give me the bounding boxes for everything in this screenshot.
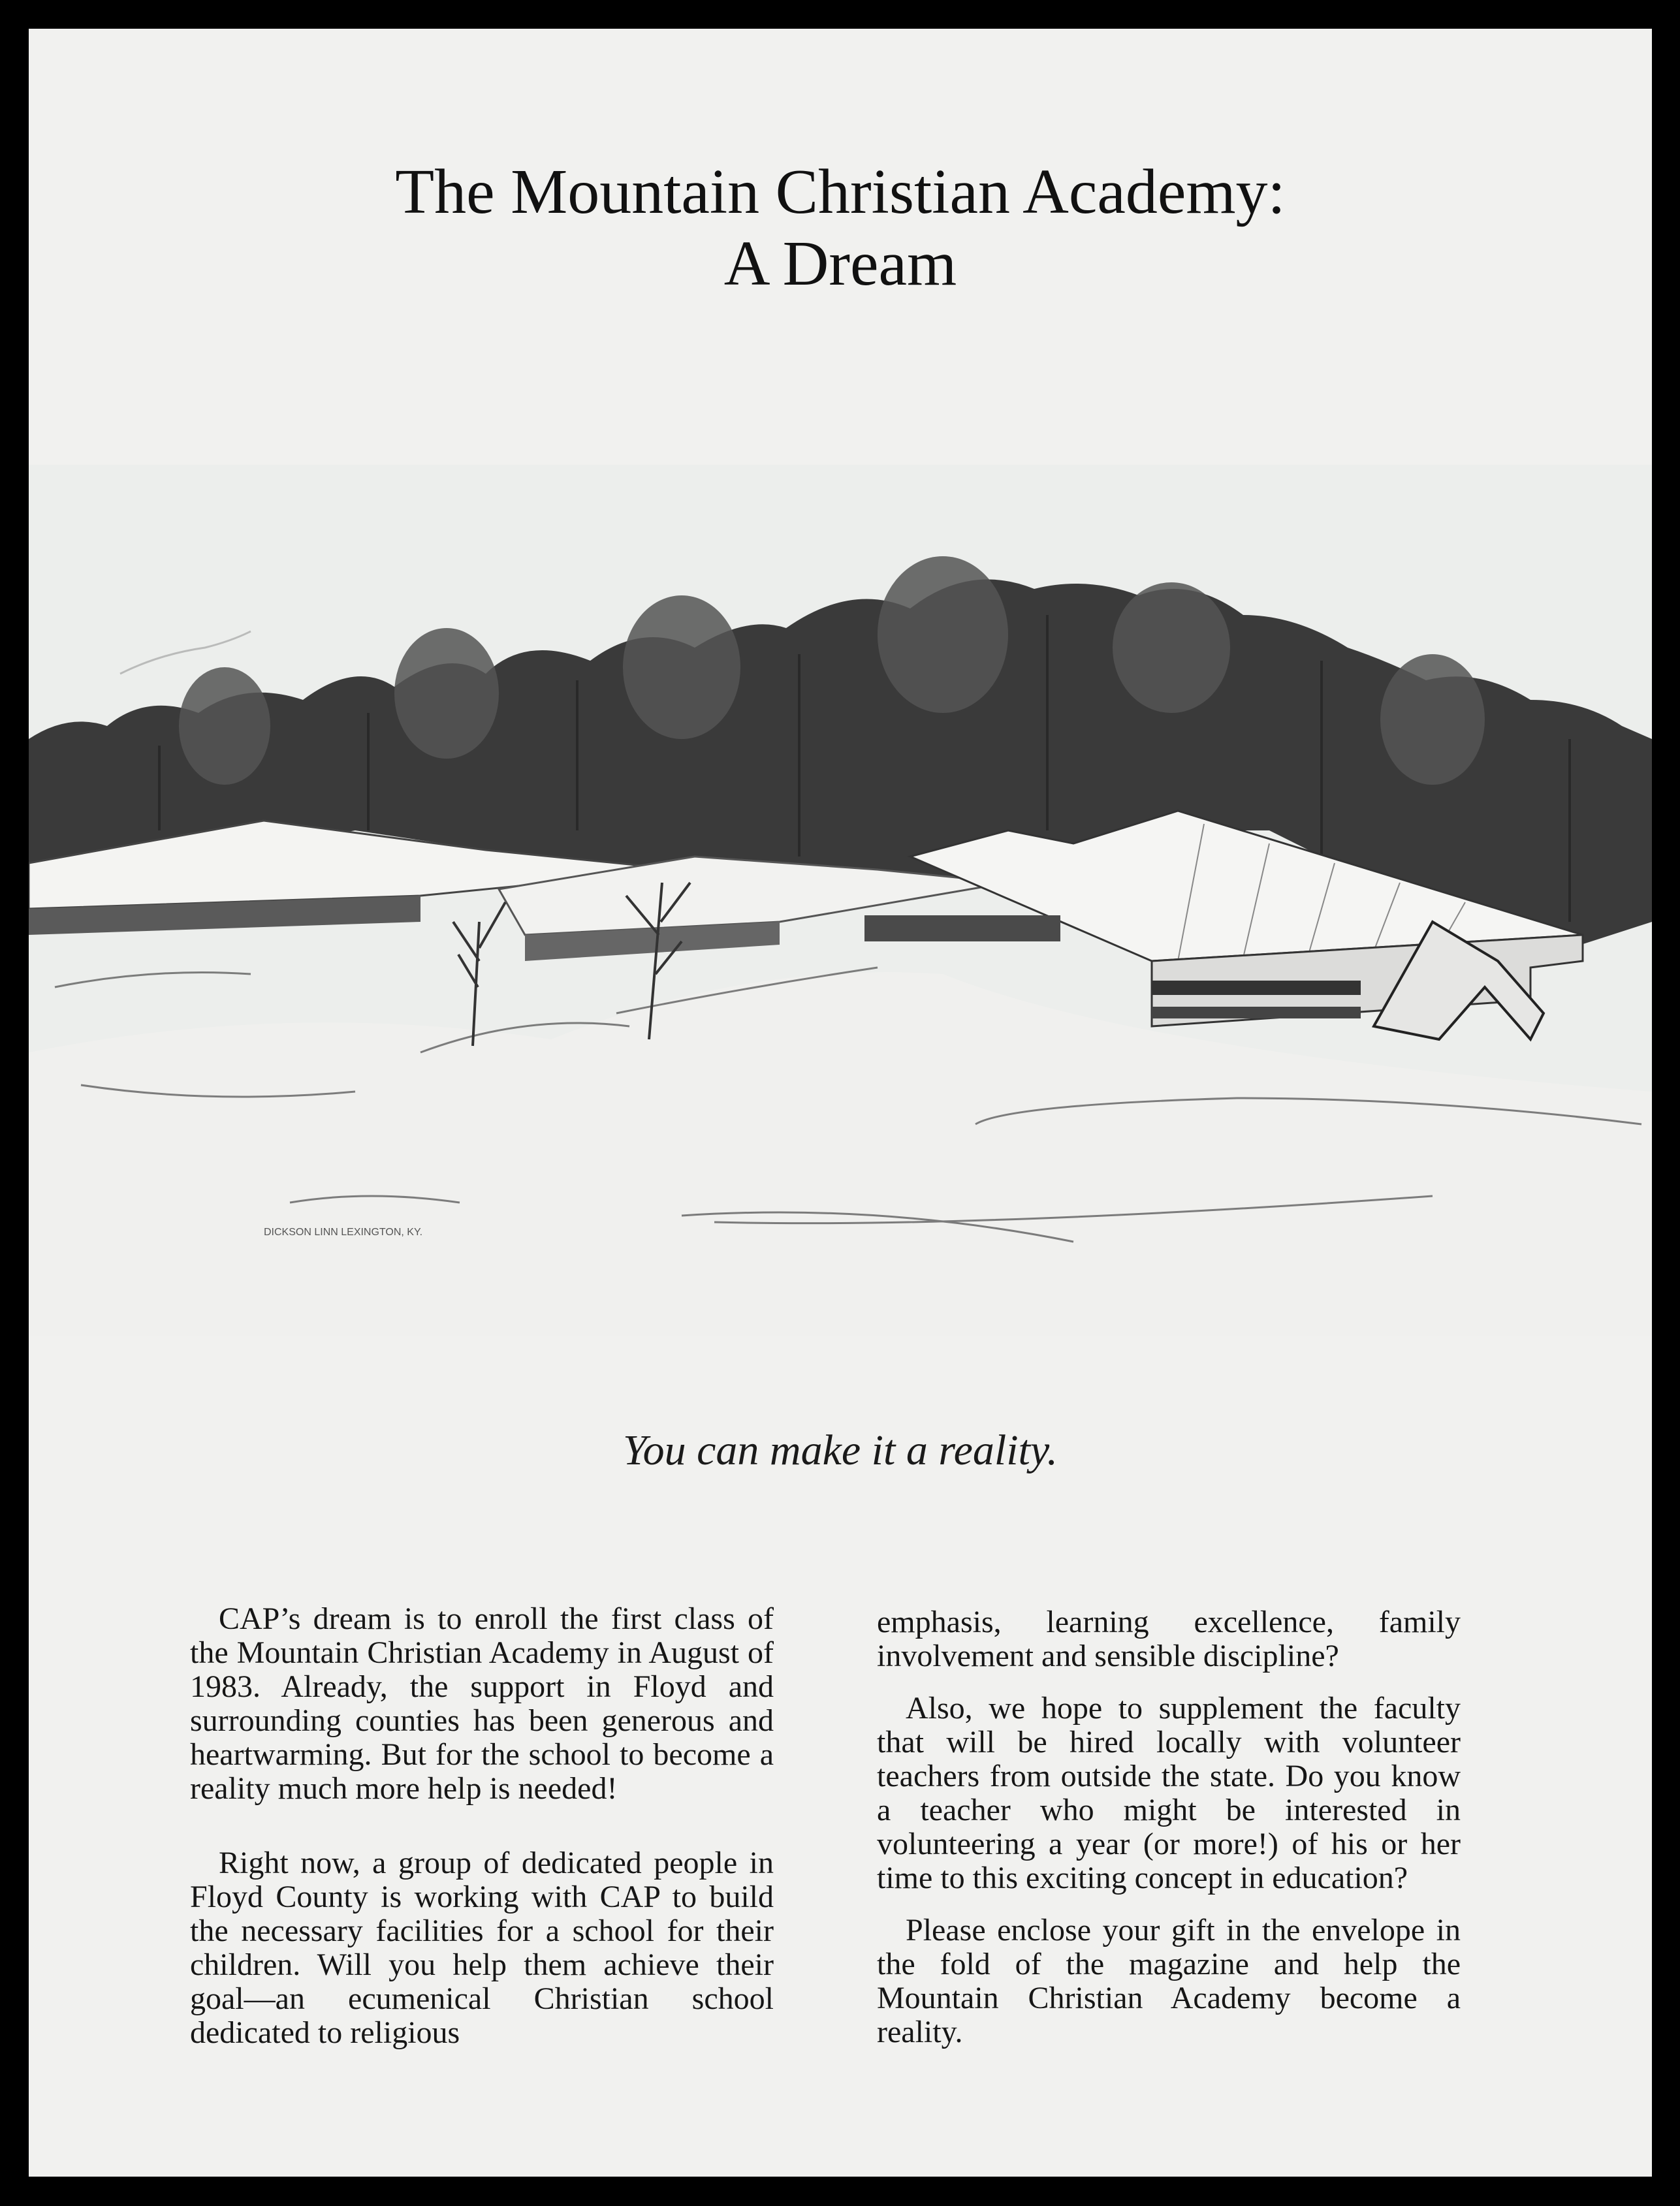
left-text-column: [190, 1602, 774, 2068]
paragraph: emphasis, learning excellence, family involvement and sensible discipline?: [877, 1605, 1461, 1673]
title-line-1: The Mountain Christian Academy:: [395, 157, 1286, 227]
magazine-page: [29, 29, 1652, 2177]
campus-illustration: [29, 465, 1652, 1336]
page-title: [29, 156, 1652, 300]
campus-sketch-svg: [29, 465, 1652, 1336]
right-text-column: [877, 1605, 1461, 2068]
paragraph: CAP’s dream is to enroll the first class of the Mountain Christian Academy in August of 1983. Already, the support in Floyd and surrounding counties has been generous and heartwarming. But for the school to become a reality much more help is needed!: [190, 1601, 774, 1806]
tagline: You can make it a reality.: [622, 1426, 1058, 1474]
title-line-2: A Dream: [723, 228, 957, 299]
paragraph: Right now, a group of dedicated people in Floyd County is working with CAP to build the necessary facilities for a school for their children. Will you help them achieve their goal—an ecumenical Christian school dedicated to religious: [190, 1846, 774, 2050]
artist-signature: DICKSON LINN LEXINGTON, KY.: [264, 1227, 423, 1238]
paragraph: Also, we hope to supplement the faculty that will be hired locally with volunteer teachers from outside the state. Do you know a teacher who might be interested in volunteering a year (or more!) of his or her time to this exciting concept in education?: [877, 1691, 1461, 1895]
paragraph: Please enclose your gift in the envelope in the fold of the magazine and help the Mountain Christian Academy become a reality.: [877, 1913, 1461, 2049]
